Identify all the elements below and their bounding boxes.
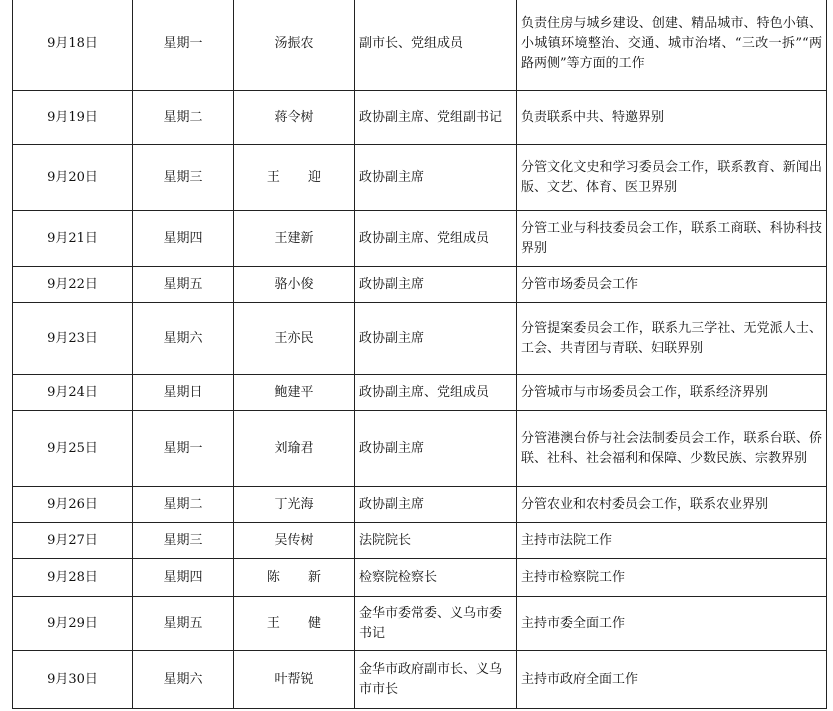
duty-cell: 主持市政府全面工作: [517, 651, 827, 709]
weekday-cell: 星期三: [133, 145, 234, 211]
name-cell: 王亦民: [234, 303, 355, 375]
date-cell: 9月24日: [13, 375, 133, 411]
duty-cell: 分管市场委员会工作: [517, 267, 827, 303]
duty-cell: 主持市法院工作: [517, 523, 827, 559]
duty-cell: 分管港澳台侨与社会法制委员会工作，联系台联、侨联、社科、社会福利和保障、少数民族、宗教界别: [517, 411, 827, 487]
weekday-cell: 星期五: [133, 597, 234, 651]
position-cell: 政协副主席、党组成员: [355, 375, 517, 411]
table-row: [13, 559, 827, 597]
weekday-cell: 星期一: [133, 411, 234, 487]
table-row: [13, 267, 827, 303]
table-row: [13, 523, 827, 559]
position-cell: 金华市政府副市长、义乌市市长: [355, 651, 517, 709]
weekday-cell: 星期六: [133, 303, 234, 375]
weekday-cell: 星期五: [133, 267, 234, 303]
name-cell: 蒋令树: [234, 91, 355, 145]
name-cell: 王 迎: [234, 145, 355, 211]
table-row: [13, 303, 827, 375]
duty-cell: 负责住房与城乡建设、创建、精品城市、特色小镇、小城镇环境整治、交通、城市治堵、“三改一拆”“两路两侧”等方面的工作: [517, 0, 827, 91]
name-cell: 鲍建平: [234, 375, 355, 411]
date-cell: 9月27日: [13, 523, 133, 559]
name-cell: 王 健: [234, 597, 355, 651]
position-cell: 法院院长: [355, 523, 517, 559]
position-cell: 金华市委常委、义乌市委书记: [355, 597, 517, 651]
name-cell: 陈 新: [234, 559, 355, 597]
table-row: [13, 375, 827, 411]
weekday-cell: 星期四: [133, 559, 234, 597]
name-cell: 汤振农: [234, 0, 355, 91]
duty-cell: 负责联系中共、特邀界别: [517, 91, 827, 145]
position-cell: 政协副主席: [355, 411, 517, 487]
table-row: [13, 211, 827, 267]
weekday-cell: 星期二: [133, 91, 234, 145]
name-cell: 叶帮锐: [234, 651, 355, 709]
date-cell: 9月30日: [13, 651, 133, 709]
weekday-cell: 星期日: [133, 375, 234, 411]
duty-cell: 分管农业和农村委员会工作，联系农业界别: [517, 487, 827, 523]
date-cell: 9月26日: [13, 487, 133, 523]
table-row: [13, 0, 827, 91]
date-cell: 9月21日: [13, 211, 133, 267]
position-cell: 政协副主席、党组成员: [355, 211, 517, 267]
duty-cell: 分管工业与科技委员会工作，联系工商联、科协科技界别: [517, 211, 827, 267]
position-cell: 检察院检察长: [355, 559, 517, 597]
duty-cell: 主持市委全面工作: [517, 597, 827, 651]
position-cell: 政协副主席: [355, 267, 517, 303]
table-row: [13, 91, 827, 145]
duty-cell: 分管文化文史和学习委员会工作，联系教育、新闻出版、文艺、体育、医卫界别: [517, 145, 827, 211]
date-cell: 9月20日: [13, 145, 133, 211]
name-cell: 王建新: [234, 211, 355, 267]
position-cell: 政协副主席: [355, 487, 517, 523]
position-cell: 政协副主席、党组副书记: [355, 91, 517, 145]
date-cell: 9月29日: [13, 597, 133, 651]
duty-schedule-table: [12, 0, 827, 709]
table-row: [13, 145, 827, 211]
table-row: [13, 597, 827, 651]
weekday-cell: 星期一: [133, 0, 234, 91]
date-cell: 9月22日: [13, 267, 133, 303]
table-row: [13, 487, 827, 523]
date-cell: 9月23日: [13, 303, 133, 375]
position-cell: 政协副主席: [355, 145, 517, 211]
name-cell: 刘瑜君: [234, 411, 355, 487]
duty-cell: 分管提案委员会工作，联系九三学社、无党派人士、工会、共青团与青联、妇联界别: [517, 303, 827, 375]
weekday-cell: 星期二: [133, 487, 234, 523]
position-cell: 副市长、党组成员: [355, 0, 517, 91]
date-cell: 9月18日: [13, 0, 133, 91]
date-cell: 9月19日: [13, 91, 133, 145]
date-cell: 9月25日: [13, 411, 133, 487]
weekday-cell: 星期四: [133, 211, 234, 267]
duty-cell: 分管城市与市场委员会工作，联系经济界别: [517, 375, 827, 411]
position-cell: 政协副主席: [355, 303, 517, 375]
name-cell: 骆小俊: [234, 267, 355, 303]
name-cell: 吴传树: [234, 523, 355, 559]
weekday-cell: 星期三: [133, 523, 234, 559]
date-cell: 9月28日: [13, 559, 133, 597]
duty-cell: 主持市检察院工作: [517, 559, 827, 597]
table-row: [13, 651, 827, 709]
table-row: [13, 411, 827, 487]
weekday-cell: 星期六: [133, 651, 234, 709]
name-cell: 丁光海: [234, 487, 355, 523]
